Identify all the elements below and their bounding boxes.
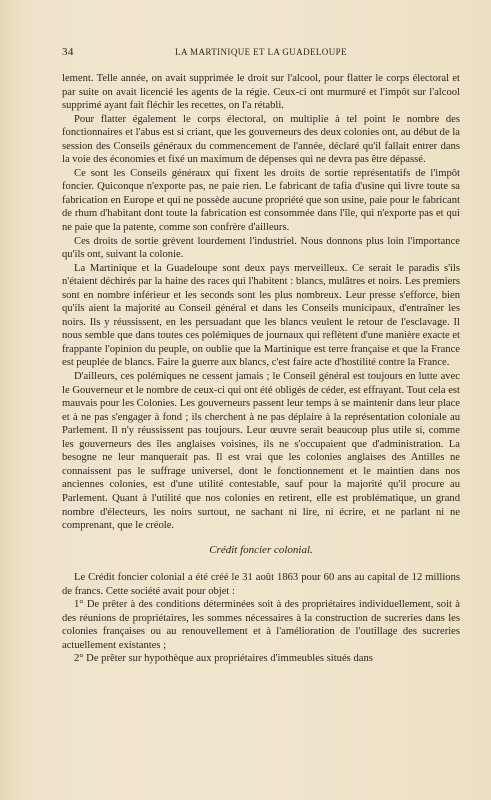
- paragraph: La Martinique et la Guadeloupe sont deux pays merveilleux. Ce serait le paradis s'ils n'étaient déchirés par la haine des races qui l'habitent : blancs, mulâtres et noirs. Les premiers sont en nombre inférieur et les seconds sont les plus nombreux. Leur presse s'efforce, bien qu'ils aient la majorité au Conseil général et dans les Conseils municipaux, d'entraîner les noirs. Ils y réussissent, en les persuadant que les blancs veulent le retour de l'esclavage. Il nous semble que dans toutes ces polémiques de journaux qui reflètent d'une manière exacte et frappante l'opinion du peuple, on oublie que la Martinique est terre française et que la France est peuplée de blancs. Faire la guerre aux blancs, c'est faire acte d'hostilité contre la France.: [62, 262, 460, 369]
- paragraph: lement. Telle année, on avait supprimée le droit sur l'alcool, pour flatter le corps électoral et par suite on avait licencié les agents de la régie. Ceux-ci ont murmuré et l'impôt sur l'alcool supprimé ayant fait fléchir les recettes, on l'a rétabli.: [62, 73, 460, 112]
- section-heading: Crédit foncier colonial.: [209, 543, 313, 556]
- body-text: [62, 72, 460, 666]
- paragraph: 1° De prêter à des conditions déterminées soit à des propriétaires individuellement, soit à des réunions de propriétaires, les sommes nécessaires à la construction de sucreries dans les colonies françaises ou au renouvellement et à l'amélioration de l'outillage des sucreries actuellement existantes ;: [62, 599, 460, 651]
- paragraph: Pour flatter également le corps électoral, on multiplie à tel point le nombre des fonctionnaires et l'abus est si criant, que les gouverneurs des deux colonies ont, au début de la session des Conseils généraux du commencement de l'année, déclaré qu'il fallait entrer dans la voie des économies et fixé un maximum de dépenses qui ne devra pas être dépassé.: [62, 113, 460, 166]
- page-number: 34: [62, 46, 74, 58]
- paragraph: Ce sont les Conseils généraux qui fixent les droits de sortie représentatifs de l'impôt foncier. Quiconque n'exporte pas, ne paie rien. Le fabricant de tafia d'usine qui livre toute sa fabrication en Europe et qui ne possède aucune propriété que son usine, paie pour le fabricant de rhum d'habitant dont toute la fabrication est consommée dans l'île, qui n'exporte pas et qui ne paie que la patente, comme son confrère d'ailleurs.: [62, 167, 460, 234]
- running-title: LA MARTINIQUE ET LA GUADELOUPE: [175, 47, 347, 57]
- paragraph: 2° De prêter sur hypothèque aux propriétaires d'immeubles situés dans: [74, 653, 373, 665]
- paragraph: D'ailleurs, ces polémiques ne cessent jamais ; le Conseil général est toujours en lutte avec le Gouverneur et le nombre de ceux-ci qui ont été obligés de céder, est effrayant. Tout cela est mauvais pour les Colonies. Les gouverneurs passent leur temps à se maintenir dans leur place et à ne pas s'engager à fond ; ils cherchent à ne pas déplaire à la représentation coloniale au Parlement. Il n'y réussissent pas toujours. Leur œuvre serait beaucoup plus utile si, comme les gouverneurs des îles anglaises voisines, ils ne s'occupaient que d'administration. La besogne ne leur manquerait pas. Il est vrai que les colonies anglaises des Antilles ne connaissent pas le suffrage universel, dont le fonctionnement et le maintien dans nos anciennes colonies, est d'une utilité contestable, sauf pour la majorité qu'il procure au Parlement. Quant à l'utilité que nos colonies en retirent, elle est problématique, un grand nombre d'électeurs, les noirs surtout, ne sachant ni lire, ni écrire, et ne parlant ni ne comprenant, que le créole.: [62, 371, 460, 532]
- page-header: [62, 46, 460, 60]
- paragraph: Ces droits de sortie grèvent lourdement l'industriel. Nous donnons plus loin l'importance qu'ils ont, suivant la colonie.: [62, 235, 460, 261]
- paragraph: Le Crédit foncier colonial a été créé le 31 août 1863 pour 60 ans au capital de 12 millions de francs. Cette société avait pour objet :: [62, 572, 460, 597]
